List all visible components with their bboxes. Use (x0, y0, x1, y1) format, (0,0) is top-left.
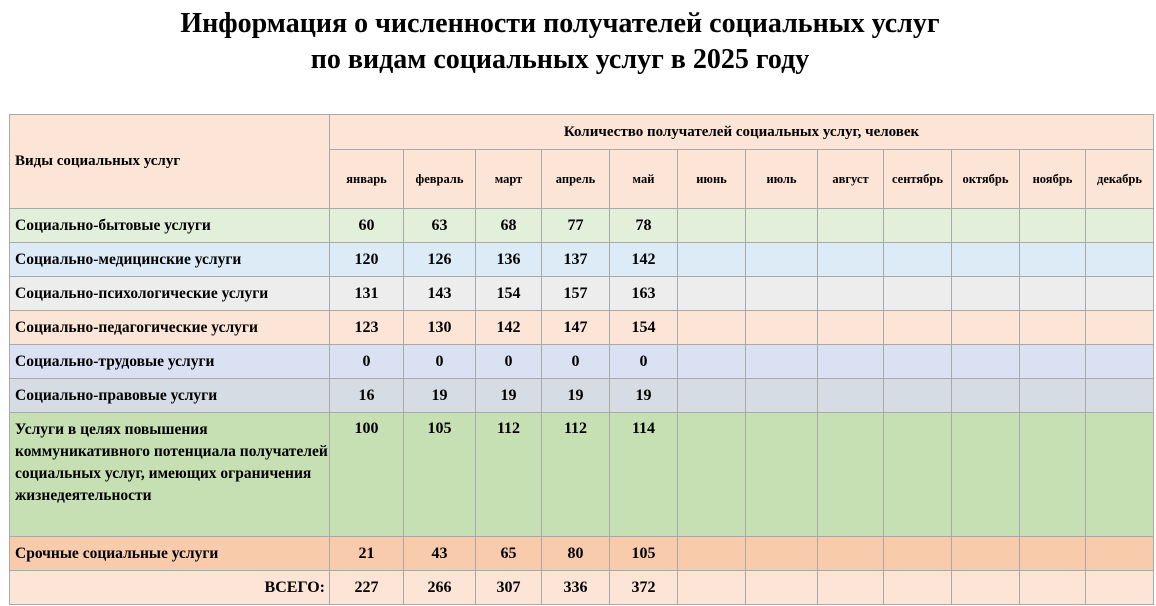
value-cell (818, 243, 884, 277)
service-type-label: Срочные социальные услуги (10, 537, 330, 571)
value-cell (1020, 311, 1086, 345)
value-cell (1086, 345, 1154, 379)
total-value-cell: 266 (404, 571, 476, 605)
total-label: ВСЕГО: (10, 571, 330, 605)
value-cell (746, 209, 818, 243)
value-cell (1086, 537, 1154, 571)
value-cell (1020, 537, 1086, 571)
table-row (10, 209, 1154, 243)
value-cell: 63 (404, 209, 476, 243)
value-cell: 80 (542, 537, 610, 571)
value-cell (1086, 209, 1154, 243)
value-cell (884, 311, 952, 345)
table-row (10, 311, 1154, 345)
value-cell (1086, 311, 1154, 345)
value-cell: 154 (476, 277, 542, 311)
value-cell: 68 (476, 209, 542, 243)
value-cell: 163 (610, 277, 678, 311)
month-header: декабрь (1086, 150, 1154, 209)
value-cell (678, 345, 746, 379)
total-value-cell (884, 571, 952, 605)
value-cell: 19 (542, 379, 610, 413)
total-value-cell (1086, 571, 1154, 605)
value-cell: 142 (476, 311, 542, 345)
value-cell: 0 (330, 345, 404, 379)
total-value-cell (1020, 571, 1086, 605)
total-value-cell: 336 (542, 571, 610, 605)
total-value-cell: 227 (330, 571, 404, 605)
value-cell (884, 379, 952, 413)
total-value-cell: 372 (610, 571, 678, 605)
value-cell: 112 (542, 413, 610, 537)
value-cell (1020, 345, 1086, 379)
value-cell (952, 311, 1020, 345)
value-cell (1020, 379, 1086, 413)
value-cell (746, 537, 818, 571)
total-value-cell: 307 (476, 571, 542, 605)
value-cell (678, 277, 746, 311)
value-cell (952, 537, 1020, 571)
value-cell: 19 (610, 379, 678, 413)
value-cell (884, 243, 952, 277)
value-cell: 154 (610, 311, 678, 345)
value-cell: 143 (404, 277, 476, 311)
value-cell (746, 243, 818, 277)
month-header: февраль (404, 150, 476, 209)
service-type-label: Социально-медицинские услуги (10, 243, 330, 277)
value-cell (818, 413, 884, 537)
value-cell (678, 379, 746, 413)
value-cell (678, 311, 746, 345)
total-value-cell (952, 571, 1020, 605)
month-header: апрель (542, 150, 610, 209)
value-cell: 137 (542, 243, 610, 277)
value-cell: 65 (476, 537, 542, 571)
value-cell: 105 (610, 537, 678, 571)
value-cell (884, 277, 952, 311)
value-cell (746, 345, 818, 379)
month-header: март (476, 150, 542, 209)
service-type-label: Социально-правовые услуги (10, 379, 330, 413)
value-cell (952, 277, 1020, 311)
table-row (10, 413, 1154, 537)
total-value-cell (678, 571, 746, 605)
value-cell (884, 209, 952, 243)
table-row (10, 379, 1154, 413)
value-cell (884, 537, 952, 571)
value-cell (1086, 413, 1154, 537)
value-cell: 105 (404, 413, 476, 537)
value-cell: 21 (330, 537, 404, 571)
value-cell: 19 (404, 379, 476, 413)
value-cell: 43 (404, 537, 476, 571)
value-cell (884, 413, 952, 537)
service-type-label: Социально-психологические услуги (10, 277, 330, 311)
value-cell: 0 (404, 345, 476, 379)
value-cell (746, 379, 818, 413)
value-cell: 0 (476, 345, 542, 379)
value-cell (746, 413, 818, 537)
title-line-1: Информация о численности получателей социальных услуг (180, 8, 940, 39)
month-header: январь (330, 150, 404, 209)
service-type-label: Услуги в целях повышения коммуникативного потенциала получателей социальных услуг, имеющих ограничения жизнедеятельности (10, 413, 330, 537)
value-cell: 114 (610, 413, 678, 537)
value-cell (1020, 277, 1086, 311)
value-cell: 147 (542, 311, 610, 345)
value-cell: 0 (610, 345, 678, 379)
value-cell: 19 (476, 379, 542, 413)
table-row (10, 537, 1154, 571)
month-header: октябрь (952, 150, 1020, 209)
value-cell (884, 345, 952, 379)
value-cell: 0 (542, 345, 610, 379)
value-cell: 142 (610, 243, 678, 277)
value-cell (678, 209, 746, 243)
month-header: ноябрь (1020, 150, 1086, 209)
value-cell: 100 (330, 413, 404, 537)
value-cell: 136 (476, 243, 542, 277)
total-value-cell (818, 571, 884, 605)
value-cell (952, 379, 1020, 413)
table-row (10, 345, 1154, 379)
value-cell (818, 379, 884, 413)
month-header: май (610, 150, 678, 209)
month-header: сентябрь (884, 150, 952, 209)
title-line-2: по видам социальных услуг в 2025 году (310, 44, 810, 75)
month-header: июль (746, 150, 818, 209)
row-header-cell: Виды социальных услуг (10, 115, 330, 209)
value-cell: 112 (476, 413, 542, 537)
value-cell (678, 537, 746, 571)
value-cell (746, 277, 818, 311)
value-cell: 77 (542, 209, 610, 243)
value-cell (1086, 277, 1154, 311)
month-header: август (818, 150, 884, 209)
recipients-table (9, 114, 1154, 605)
value-cell: 131 (330, 277, 404, 311)
value-cell (818, 209, 884, 243)
service-type-label: Социально-трудовые услуги (10, 345, 330, 379)
value-cell (1020, 209, 1086, 243)
value-cell: 120 (330, 243, 404, 277)
value-cell (1020, 413, 1086, 537)
service-type-label: Социально-педагогические услуги (10, 311, 330, 345)
value-cell: 78 (610, 209, 678, 243)
value-cell: 60 (330, 209, 404, 243)
value-cell (1086, 243, 1154, 277)
value-cell: 123 (330, 311, 404, 345)
value-cell (678, 413, 746, 537)
value-cell (1086, 379, 1154, 413)
table-row (10, 277, 1154, 311)
table-row (10, 243, 1154, 277)
value-cell (818, 311, 884, 345)
total-row (10, 571, 1154, 605)
month-header: июнь (678, 150, 746, 209)
table-body (10, 209, 1154, 605)
value-cell (952, 413, 1020, 537)
value-cell: 126 (404, 243, 476, 277)
value-cell (746, 311, 818, 345)
value-cell (952, 209, 1020, 243)
value-cell: 16 (330, 379, 404, 413)
value-cell (952, 243, 1020, 277)
value-cell (1020, 243, 1086, 277)
value-cell: 130 (404, 311, 476, 345)
service-type-label: Социально-бытовые услуги (10, 209, 330, 243)
value-cell: 157 (542, 277, 610, 311)
value-cell (818, 345, 884, 379)
value-cell (952, 345, 1020, 379)
value-cell (818, 277, 884, 311)
total-value-cell (746, 571, 818, 605)
page-title (0, 6, 1120, 78)
value-cell (818, 537, 884, 571)
value-cell (678, 243, 746, 277)
group-header-cell: Количество получателей социальных услуг, человек (330, 115, 1154, 150)
